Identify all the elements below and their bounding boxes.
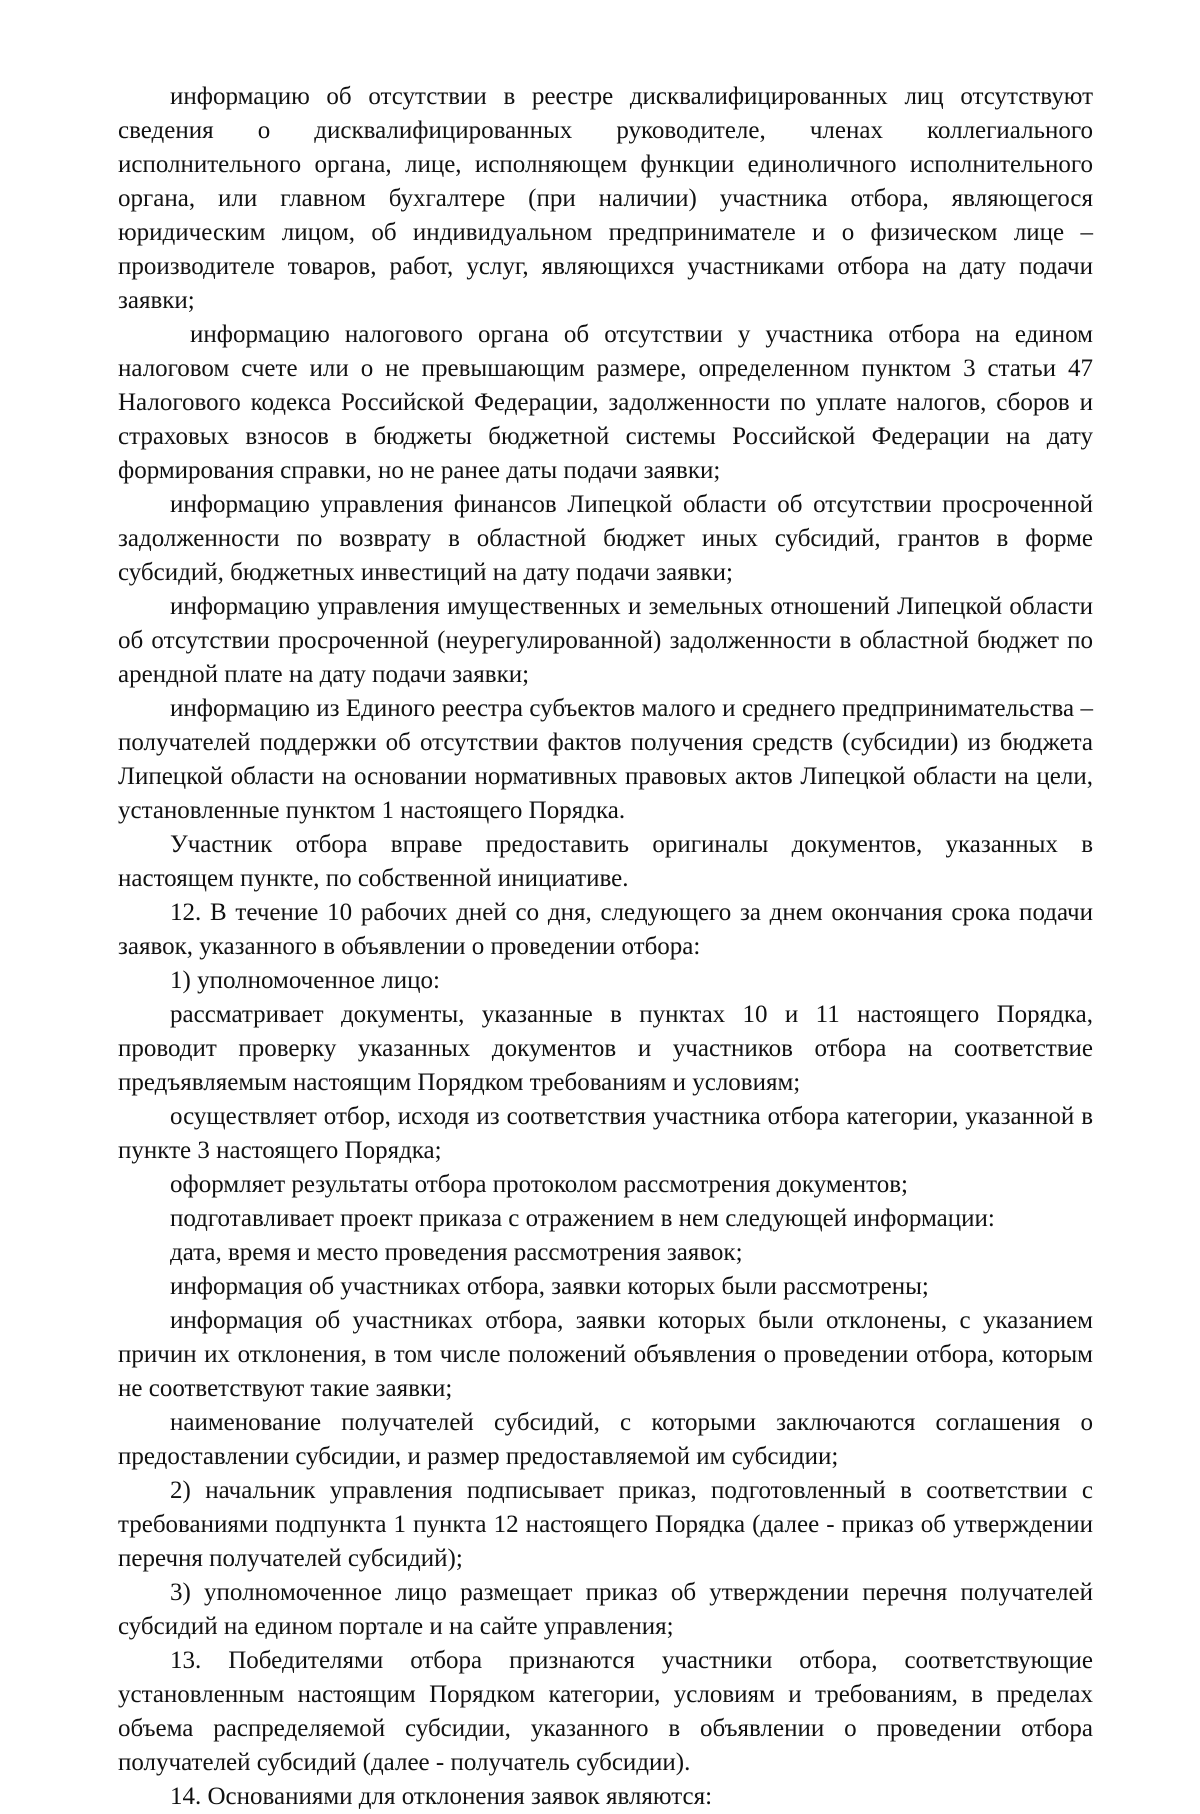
paragraph-disqualified-registry: информацию об отсутствии в реестре дисквалифицированных лиц отсутствуют сведения о дисквалифицированных руководителе, членах коллегиального исполнительного органа, лице, исполняющем функции единоличного исполнительного органа, или главном бухгалтере (при наличии) участника отбора, являющегося юридическим лицом, об индивидуальном предпринимателе и о физическом лице – производителе товаров, работ, услуг, являющихся участниками отбора на дату подачи заявки; [118, 83, 1093, 314]
paragraph-clause-12: 12. В течение 10 рабочих дней со дня, следующего за днем окончания срока подачи заявок, указанного в объявлении о проведении отбора: [118, 899, 1093, 960]
paragraph-finance-department: информацию управления финансов Липецкой области об отсутствии просроченной задолженности по возврату в областной бюджет иных субсидий, грантов в форме субсидий, бюджетных инвестиций на дату подачи заявки; [118, 491, 1093, 586]
paragraph-property-department: информацию управления имущественных и земельных отношений Липецкой области об отсутствии просроченной (неурегулированной) задолженности в областной бюджет по арендной плате на дату подачи заявки; [118, 593, 1093, 688]
paragraph-subclause-1: 1) уполномоченное лицо: [170, 967, 440, 994]
paragraph-performs-selection: осуществляет отбор, исходя из соответствия участника отбора категории, указанной в пункте 3 настоящего Порядка; [118, 1103, 1093, 1164]
paragraph-sme-registry: информацию из Единого реестра субъектов малого и среднего предпринимательства – получателей поддержки об отсутствии фактов получения средств (субсидии) из бюджета Липецкой области на основании нормативных правовых актов Липецкой области на цели, установленные пунктом 1 настоящего Порядка. [118, 695, 1093, 824]
paragraph-subclause-3: 3) уполномоченное лицо размещает приказ об утверждении перечня получателей субсидий на едином портале и на сайте управления; [118, 1579, 1093, 1640]
paragraph-recipients-names: наименование получателей субсидий, с которыми заключаются соглашения о предоставлении субсидии, и размер предоставляемой им субсидии; [118, 1409, 1093, 1470]
paragraph-protocol: оформляет результаты отбора протоколом рассмотрения документов; [170, 1171, 908, 1198]
paragraph-date-time-place: дата, время и место проведения рассмотрения заявок; [170, 1239, 743, 1266]
paragraph-subclause-2: 2) начальник управления подписывает приказ, подготовленный в соответствии с требованиями подпункта 1 пункта 12 настоящего Порядка (далее - приказ об утверждении перечня получателей субсидий); [118, 1477, 1093, 1572]
paragraph-clause-14: 14. Основаниями для отклонения заявок являются: [170, 1783, 713, 1810]
paragraph-reviewed-participants: информация об участниках отбора, заявки которых были рассмотрены; [170, 1273, 929, 1300]
paragraph-originals: Участник отбора вправе предоставить оригиналы документов, указанных в настоящем пункте, по собственной инициативе. [118, 831, 1093, 892]
document-page [118, 80, 1093, 1810]
paragraph-draft-order: подготавливает проект приказа с отражением в нем следующей информации: [170, 1205, 995, 1232]
paragraph-reviews-documents: рассматривает документы, указанные в пунктах 10 и 11 настоящего Порядка, проводит проверку указанных документов и участников отбора на соответствие предъявляемым настоящим Порядком требованиям и условиям; [118, 1001, 1093, 1096]
paragraph-rejected-participants: информация об участниках отбора, заявки которых были отклонены, с указанием причин их отклонения, в том числе положений объявления о проведении отбора, которым не соответствуют такие заявки; [118, 1307, 1093, 1402]
paragraph-clause-13: 13. Победителями отбора признаются участники отбора, соответствующие установленным настоящим Порядком категории, условиям и требованиям, в пределах объема распределяемой субсидии, указанного в объявлении о проведении отбора получателей субсидий (далее - получатель субсидии). [118, 1647, 1093, 1776]
paragraph-tax-authority: информацию налогового органа об отсутствии у участника отбора на едином налоговом счете или о не превышающим размере, определенном пунктом 3 статьи 47 Налогового кодекса Российской Федерации, задолженности по уплате налогов, сборов и страховых взносов в бюджеты бюджетной системы Российской Федерации на дату формирования справки, но не ранее даты подачи заявки; [118, 321, 1093, 484]
